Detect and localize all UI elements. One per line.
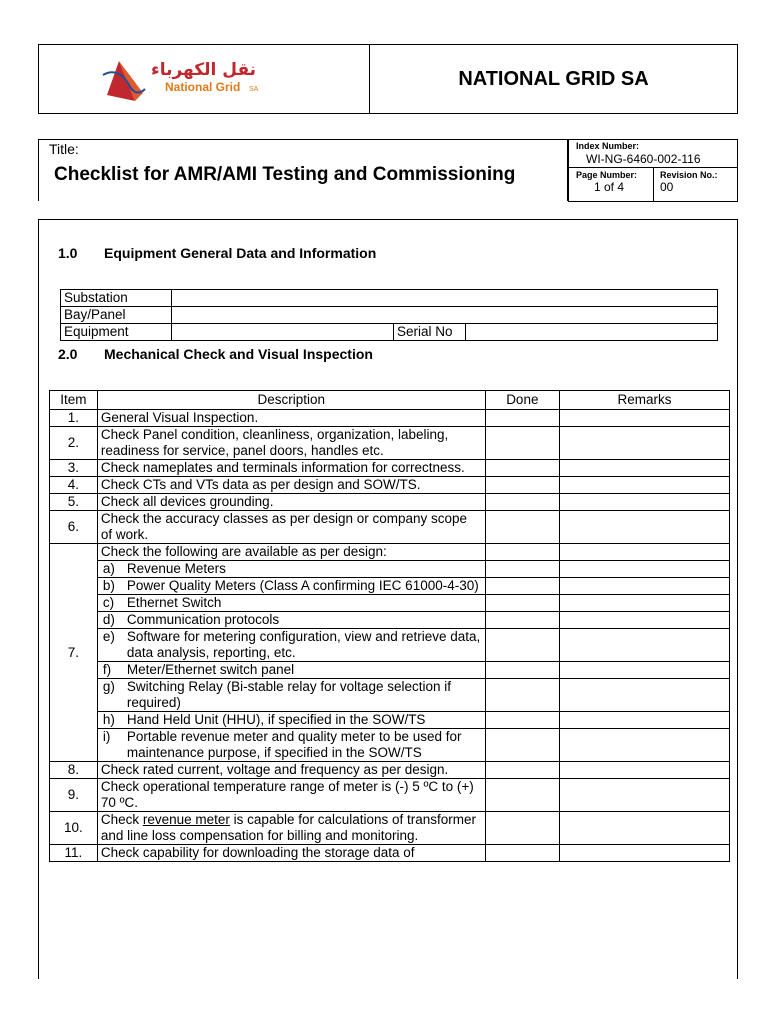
done-cell[interactable] [485,544,559,561]
description-header: Description [97,391,485,410]
substation-field[interactable] [172,290,718,307]
row-label: Substation [61,290,172,307]
remarks-cell[interactable] [559,679,729,712]
header-block [38,44,738,114]
index-number-label: Index Number: [576,141,640,151]
document-title: Checklist for AMR/AMI Testing and Commissioning [54,164,516,185]
table-header-row [50,391,730,410]
remarks-cell[interactable] [559,729,729,762]
company-title: NATIONAL GRID SA [458,67,649,90]
title-label: Title: [49,141,79,157]
sub-item-row: g) Switching Relay (Bi-stable relay for voltage selection if required) [50,679,730,712]
sub-item-row: a) Revenue Meters [50,561,730,578]
remarks-cell[interactable] [559,427,729,460]
done-cell[interactable] [485,494,559,511]
sub-item-row: i) Portable revenue meter and quality meter to be used for maintenance purpose, if specified in the SOW/TS [50,729,730,762]
page-number-value: 1 of 4 [594,180,625,194]
document-meta-block [568,139,738,202]
done-cell[interactable] [485,845,559,862]
remarks-cell[interactable] [559,812,729,845]
remarks-cell[interactable] [559,561,729,578]
remarks-cell[interactable] [559,511,729,544]
remarks-cell[interactable] [559,477,729,494]
done-header: Done [485,391,559,410]
revision-label: Revision No.: [660,170,718,180]
table-row: 10. Check revenue meter is capable for calculations of transformer and line loss compensation for billing and monitoring. [50,812,730,845]
remarks-cell[interactable] [559,494,729,511]
remarks-cell[interactable] [559,845,729,862]
done-cell[interactable] [485,729,559,762]
table-row: 5. Check all devices grounding. [50,494,730,511]
index-number-value: WI-NG-6460-002-116 [586,152,701,166]
done-cell[interactable] [485,578,559,595]
table-row: 8. Check rated current, voltage and frequency as per design. [50,762,730,779]
done-cell[interactable] [485,679,559,712]
title-block [38,139,568,201]
done-cell[interactable] [485,762,559,779]
logo-english-text: National Grid [165,80,241,94]
done-cell[interactable] [485,712,559,729]
mechanical-checklist-table [49,390,730,862]
sub-item-row: e) Software for metering configuration, view and retrieve data, data analysis, reporting, etc. [50,629,730,662]
page-number-label: Page Number: [576,170,638,180]
table-row: 4. Check CTs and VTs data as per design and SOW/TS. [50,477,730,494]
remarks-cell[interactable] [559,460,729,477]
table-row: 7. Check the following are available as per design: [50,544,730,561]
table-row: 9. Check operational temperature range of meter is (-) 5 ºC to (+) 70 ºC. [50,779,730,812]
done-cell[interactable] [485,511,559,544]
revision-value: 00 [660,180,674,194]
national-grid-logo [99,51,299,109]
logo-arabic-text: نقل الكهرباء [151,60,257,80]
section-2-heading: 2.0 Mechanical Check and Visual Inspection [58,346,373,362]
remarks-cell[interactable] [559,578,729,595]
done-cell[interactable] [485,779,559,812]
remarks-cell[interactable] [559,762,729,779]
table-row [61,307,718,324]
done-cell[interactable] [485,460,559,477]
table-row: 3. Check nameplates and terminals information for correctness. [50,460,730,477]
remarks-cell[interactable] [559,595,729,612]
remarks-cell[interactable] [559,662,729,679]
logo-sa-text: SA [249,86,259,93]
equipment-field[interactable] [172,324,394,341]
remarks-header: Remarks [559,391,729,410]
table-row [61,324,718,341]
section-1-heading: 1.0 Equipment General Data and Information [58,245,377,261]
done-cell[interactable] [485,612,559,629]
equipment-data-table [60,289,718,341]
done-cell[interactable] [485,427,559,460]
done-cell[interactable] [485,477,559,494]
sub-item-row: d) Communication protocols [50,612,730,629]
row-label: Equipment [61,324,172,341]
serial-no-label: Serial No [394,324,466,341]
done-cell[interactable] [485,629,559,662]
serial-no-field[interactable] [466,324,718,341]
table-row: 11. Check capability for downloading the storage data of [50,845,730,862]
table-row: 6. Check the accuracy classes as per design or company scope of work. [50,511,730,544]
remarks-cell[interactable] [559,629,729,662]
sub-item-row: c) Ethernet Switch [50,595,730,612]
done-cell[interactable] [485,595,559,612]
remarks-cell[interactable] [559,712,729,729]
remarks-cell[interactable] [559,544,729,561]
remarks-cell[interactable] [559,410,729,427]
remarks-cell[interactable] [559,779,729,812]
table-row: 1. General Visual Inspection. [50,410,730,427]
done-cell[interactable] [485,812,559,845]
row-label: Bay/Panel [61,307,172,324]
table-row [61,290,718,307]
done-cell[interactable] [485,662,559,679]
bay-panel-field[interactable] [172,307,718,324]
remarks-cell[interactable] [559,612,729,629]
item-header: Item [50,391,98,410]
done-cell[interactable] [485,561,559,578]
sub-item-row: f) Meter/Ethernet switch panel [50,662,730,679]
done-cell[interactable] [485,410,559,427]
sub-item-row: b) Power Quality Meters (Class A confirming IEC 61000-4-30) [50,578,730,595]
table-row: 2. Check Panel condition, cleanliness, organization, labeling, readiness for service, panel doors, handles etc. [50,427,730,460]
sub-item-row: h) Hand Held Unit (HHU), if specified in the SOW/TS [50,712,730,729]
